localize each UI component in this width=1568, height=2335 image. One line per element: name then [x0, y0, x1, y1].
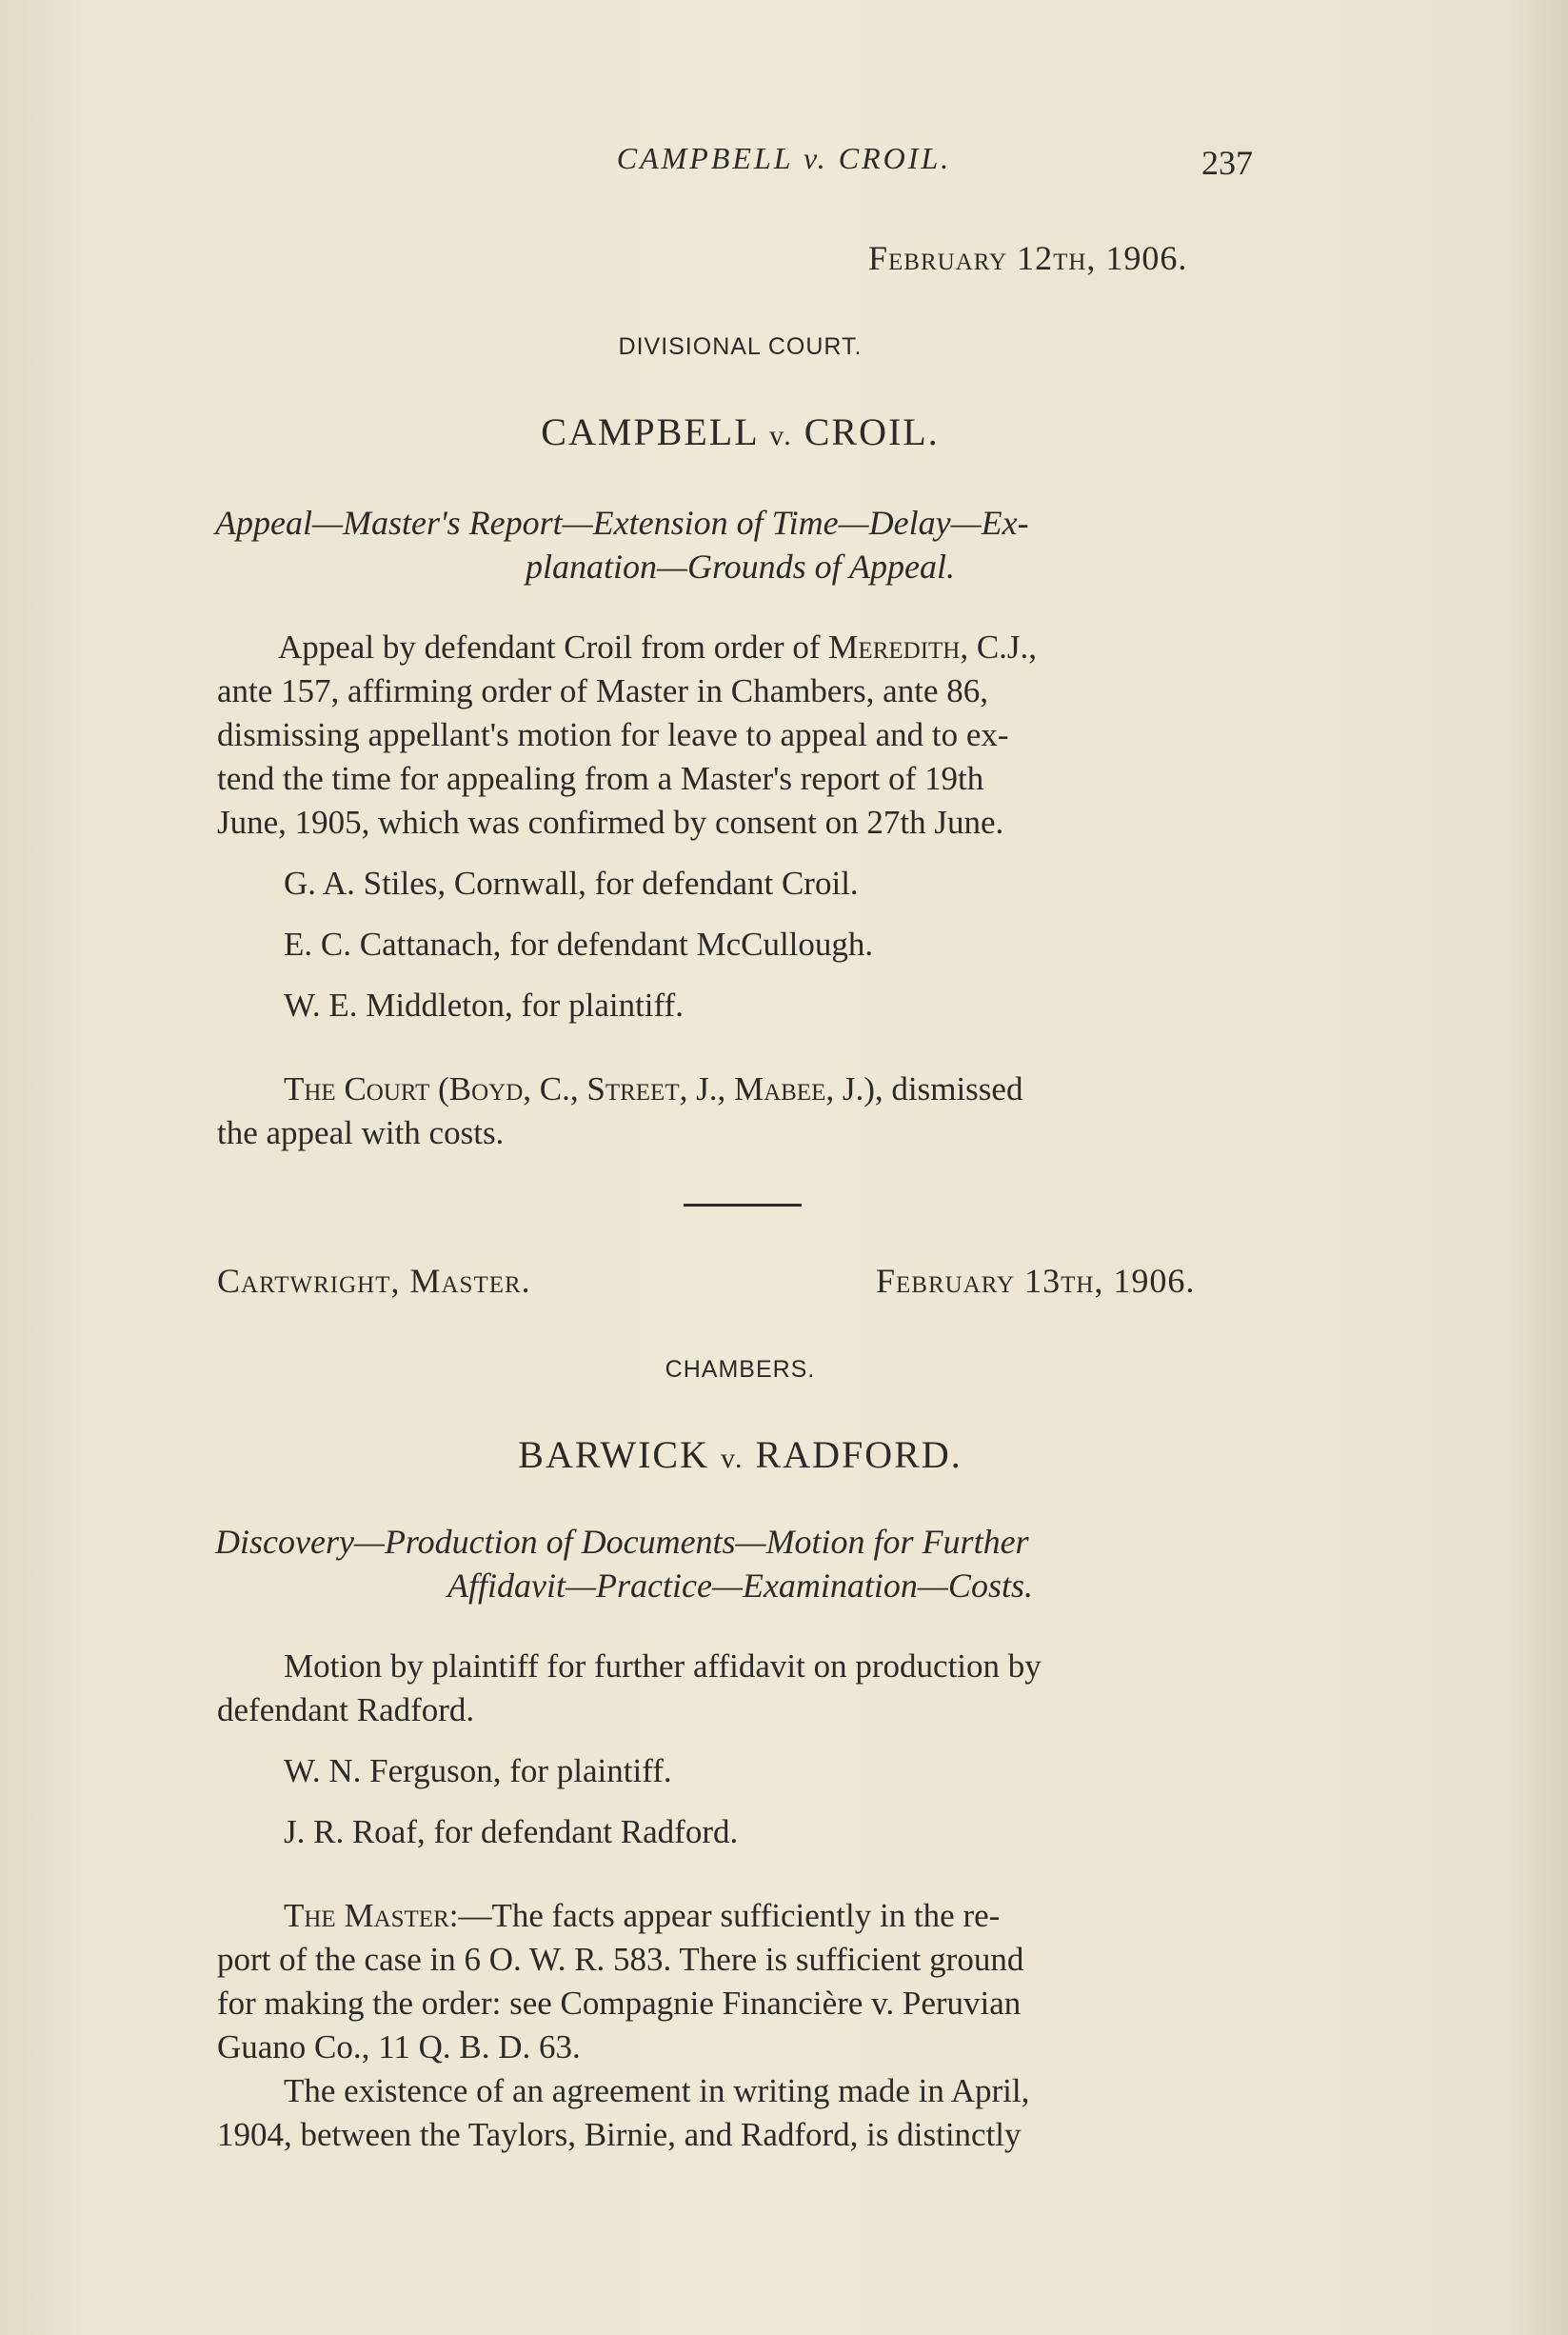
- case2-court-name: CHAMBERS.: [665, 1356, 816, 1383]
- case2-counsel-1: W. N. Ferguson, for plaintiff.: [284, 1752, 672, 1789]
- case2-plaintiff: BARWICK: [518, 1433, 709, 1476]
- case2-counsel-2: J. R. Roaf, for defendant Radford.: [284, 1813, 739, 1850]
- case1-motion-line-5: June, 1905, which was confirmed by consent on 27th June.: [217, 804, 1004, 841]
- case1-versus: v.: [769, 420, 793, 451]
- case1-judgment-line-2: the appeal with costs.: [217, 1114, 505, 1151]
- case2-opinion-line-1: [284, 1897, 1000, 1935]
- case1-counsel-1: G. A. Stiles, Cornwall, for defendant Croil.: [284, 865, 859, 902]
- case2-versus: v.: [720, 1443, 744, 1474]
- case1-counsel-3: W. E. Middleton, for plaintiff.: [284, 987, 684, 1024]
- case1-judgment-result: dismissed: [883, 1070, 1023, 1108]
- case1-date: February 12th, 1906.: [868, 239, 1188, 277]
- case2-defendant: RADFORD.: [755, 1433, 963, 1476]
- case1-motion-judge: Meredith, C.J.,: [828, 629, 1038, 666]
- case1-judgment-bench: The Court (Boyd, C., Street, J., Mabee, J.),: [284, 1070, 883, 1108]
- case1-defendant: CROIL.: [804, 410, 940, 453]
- case1-motion-line-2: ante 157, affirming order of Master in Chambers, ante 86,: [217, 672, 988, 709]
- case2-opinion-speaker: The Master: [284, 1897, 449, 1934]
- case1-motion-start: Appeal by defendant Croil from order of: [278, 629, 829, 666]
- case2-opinion-line-5: The existence of an agreement in writing made in April,: [284, 2072, 1030, 2109]
- case1-motion-line-3: dismissing appellant's motion for leave to appeal and to ex-: [217, 716, 1009, 753]
- case1-style-of-cause: [0, 409, 1480, 454]
- page-number: 237: [1201, 144, 1253, 182]
- case1-counsel-2: E. C. Cattanach, for defendant McCullough.: [284, 926, 874, 963]
- case1-court-name: DIVISIONAL COURT.: [618, 333, 863, 360]
- case1-motion-line-1: [278, 629, 1037, 667]
- case1-headnote-line-1: Appeal—Master's Report—Extension of Time—Delay—Ex-: [215, 504, 1029, 542]
- case1-headnote-line-2: planation—Grounds of Appeal.: [525, 548, 956, 586]
- case2-style-of-cause: [0, 1432, 1480, 1477]
- case1-motion-line-4: tend the time for appealing from a Master's report of 19th: [217, 760, 984, 797]
- case1-judgment-line-1: [284, 1070, 1022, 1108]
- case2-opinion-line-3: for making the order: see Compagnie Financière v. Peruvian: [217, 1985, 1022, 2022]
- case2-judge: Cartwright, Master.: [217, 1262, 531, 1300]
- case2-date: February 13th, 1906.: [876, 1262, 1196, 1300]
- case2-motion-line-2: defendant Radford.: [217, 1691, 475, 1728]
- case1-plaintiff: CAMPBELL: [541, 410, 759, 453]
- case2-opinion-line-6: 1904, between the Taylors, Birnie, and Radford, is distinctly: [217, 2116, 1022, 2153]
- case2-motion-line-1: Motion by plaintiff for further affidavit on production by: [284, 1647, 1042, 1685]
- case2-headnote-line-2: Affidavit—Practice—Examination—Costs.: [447, 1567, 1033, 1605]
- section-divider: [684, 1204, 802, 1207]
- case2-opinion-line-4: Guano Co., 11 Q. B. D. 63.: [217, 2028, 581, 2066]
- case2-opinion-line-2: port of the case in 6 O. W. R. 583. There is sufficient ground: [217, 1941, 1024, 1978]
- running-head-title: CAMPBELL v. CROIL.: [616, 141, 952, 175]
- case2-opinion-start: :—The facts appear sufficiently in the re-: [448, 1897, 1001, 1934]
- case2-headnote-line-1: Discovery—Production of Documents—Motion for Further: [215, 1523, 1029, 1561]
